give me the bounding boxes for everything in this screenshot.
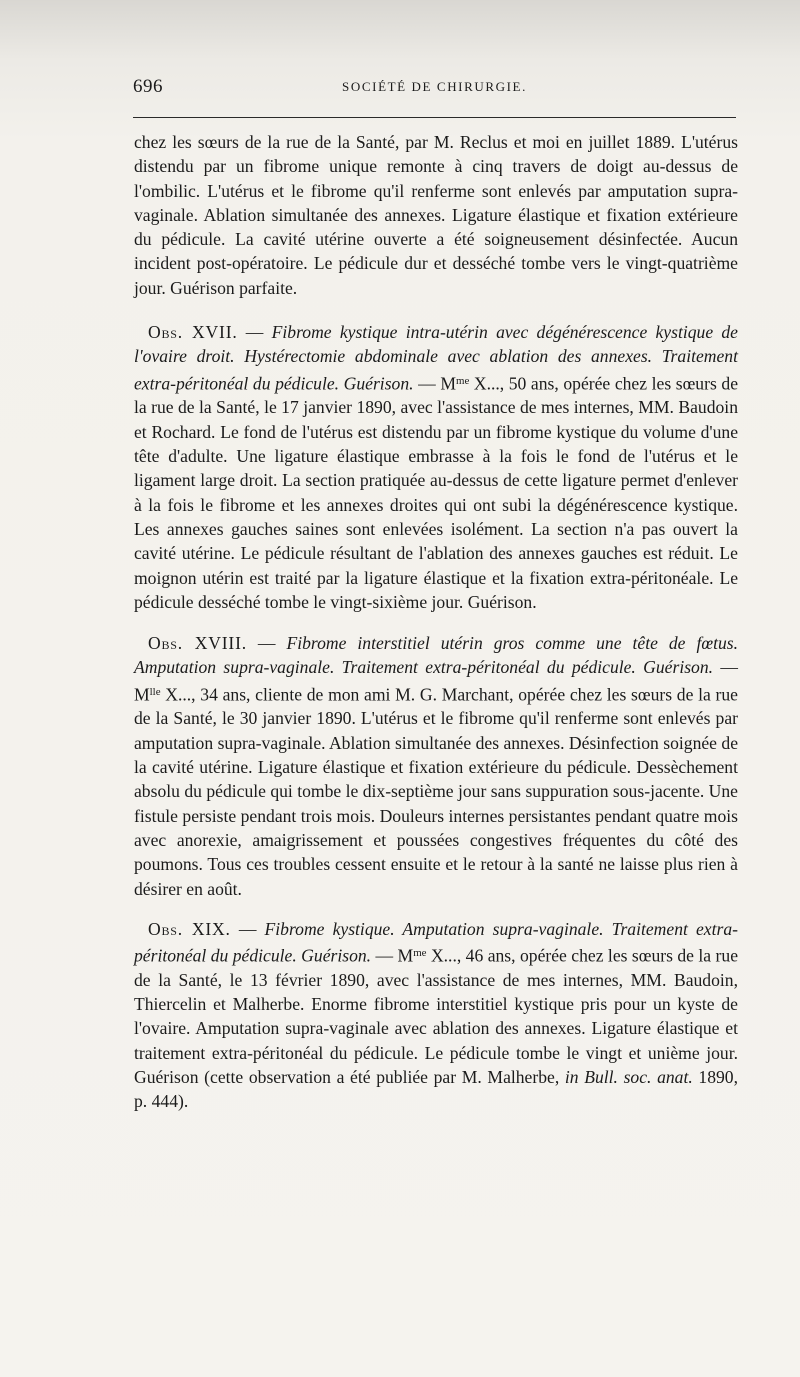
running-head <box>133 76 736 100</box>
patient-prefix: M <box>440 373 456 394</box>
dash: — <box>713 657 738 678</box>
observation-17 <box>134 320 738 614</box>
citation: in Bull. soc. anat. <box>564 1067 693 1088</box>
dash: — <box>230 918 265 939</box>
body-text <box>134 130 738 1114</box>
observation-text: X..., 46 ans, opérée chez les sœurs de la rue de la Santé, le 13 février 1890, avec l'assistance de mes internes, MM. Baudoin, Thiercelin et Malherbe. Enorme fibrome interstitiel kystique pris pour un kyste de l'ovaire. Amputation supra-vaginale avec ablation des annexes. Ligature élastique et traitement extra-péritonéal du pédicule. Le pédicule tombe le vingt et unième jour. Guérison (cette observation a été publiée par M. Malherbe, <box>134 945 739 1088</box>
observation-title: Fibrome interstitiel utérin gros comme une tête de fœtus. Amputation supra-vaginale. Traitement extra-péritonéal du pédicule. Guérison. <box>134 633 738 678</box>
observation-label: Obs. XIX. <box>148 918 231 939</box>
patient-superscript: lle <box>149 685 161 698</box>
dash: — <box>246 633 287 654</box>
observation-text: X..., 50 ans, opérée chez les sœurs de la rue de la Santé, le 17 janvier 1890, avec l'assistance de mes internes, MM. Baudoin et Rochard. Le fond de l'utérus est distendu par un fibrome kystique du volume d'une tête d'adulte. Une ligature élastique embrasse à la fois le fond de l'utérus et le ligament large droit. La section pratiquée au-dessus de cette ligature permet d'enlever à la fois le fibrome et les annexes droites qui ont subi la dégénérescence kystique. Les annexes gauches saines sont enlevées isolément. La section n'a pas ouvert la cavité utérine. Le pédicule résultant de l'ablation des annexes gauches est réduit. Le moignon utérin est traité par la ligature élastique et la fixation extra-péritonéale. Le pédicule desséché tombe le vingt-sixième jour. Guérison. <box>134 373 738 612</box>
paragraph-text: chez les sœurs de la rue de la Santé, par M. Reclus et moi en juillet 1889. L'utérus distendu par un fibrome unique remonte à cinq travers de doigt au-dessus de l'ombilic. L'utérus et le fibrome qu'il renferme sont enlevés par amputation supra-vaginale. Ablation simultanée des annexes. Ligature élastique et fixation extérieure du pédicule. La cavité utérine ouverte a été soigneusement désinfectée. Aucun incident post-opératoire. Le pédicule dur et desséché tombe vers le vingt-quatrième jour. Guérison parfaite. <box>134 132 738 298</box>
observation-label: Obs. XVII. <box>148 322 238 343</box>
header-rule <box>133 117 736 118</box>
observation-text-end: 1890, p. 444). <box>134 1067 738 1112</box>
running-title: SOCIÉTÉ DE CHIRURGIE. <box>342 79 527 94</box>
observation-title: Fibrome kystique intra-utérin avec dégénérescence kystique de l'ovaire droit. Hystérectomie abdominale avec ablation des annexes. Traitement extra-péritonéal du pédicule. Guérison. <box>134 322 738 394</box>
page-number: 696 <box>133 76 163 97</box>
observation-label: Obs. XVIII. <box>148 633 247 654</box>
patient-superscript: me <box>455 374 470 387</box>
dash: — <box>371 945 398 966</box>
patient-superscript: me <box>413 947 427 960</box>
observation-18 <box>134 631 738 901</box>
observation-19 <box>134 917 738 1114</box>
observation-text: X..., 34 ans, cliente de mon ami M. G. Marchant, opérée chez les sœurs de la rue de la Santé, le 30 janvier 1890. L'utérus et le fibrome qu'il renferme sont enlevés par amputation supra-vaginale. Ablation simultanée des annexes. Désinfection soignée de la cavité utérine. Ligature élastique et fixation extérieure du pédicule. Dessèchement absolu du pédicule qui tombe le dix-septième jour sans suppuration sous-jacente. Une fistule persiste pendant trois mois. Douleurs internes persistantes pendant quatre mois avec anorexie, amaigrissement et poussées congestives fréquentes du côté des poumons. Tous ces troubles cessent ensuite et le retour à la santé ne laisse plus rien à désirer en août. <box>134 684 738 899</box>
patient-prefix: M <box>134 684 150 705</box>
paragraph-continuation <box>134 130 738 300</box>
dash: — <box>237 322 272 343</box>
observation-title: Fibrome kystique. Amputation supra-vaginale. Traitement extra-péritonéal du pédicule. Guérison. <box>134 918 738 966</box>
dash: — <box>413 373 441 394</box>
patient-prefix: M <box>397 945 414 966</box>
